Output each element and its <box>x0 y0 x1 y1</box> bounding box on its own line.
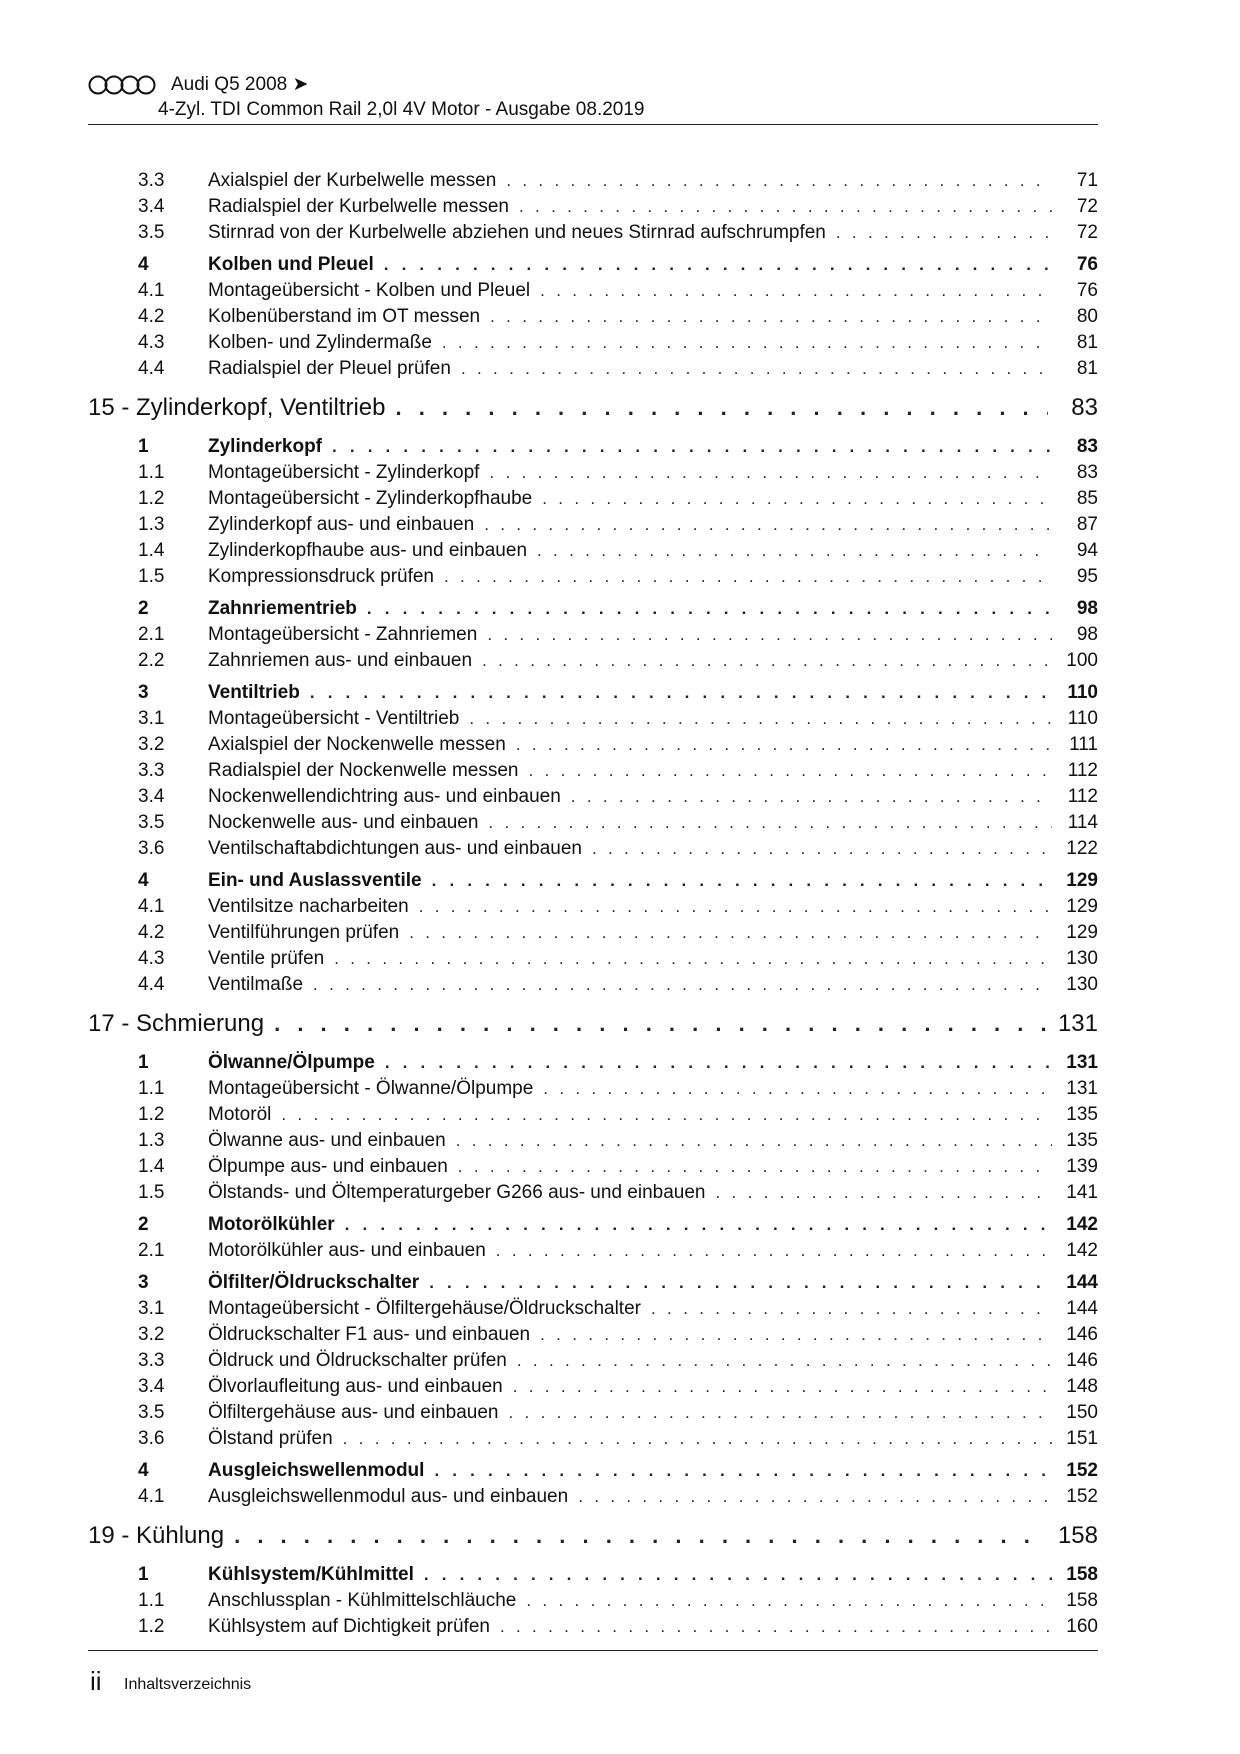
toc-entry-page: 98 <box>1076 598 1098 619</box>
toc-entry-number: 4.2 <box>138 922 165 943</box>
toc-entry-page: 98 <box>1076 624 1098 645</box>
toc-entry-page: 158 <box>1066 1564 1098 1585</box>
dot-leader <box>715 1183 1052 1203</box>
toc-entry-title: Montageübersicht - Kolben und Pleuel <box>208 280 531 301</box>
toc-item-entry[interactable] <box>88 922 1098 948</box>
toc-entry-title: Nockenwelle aus- und einbauen <box>208 812 479 833</box>
toc-entry-page: 71 <box>1076 170 1098 191</box>
toc-entry-title: Montageübersicht - Ölfiltergehäuse/Öldruckschalter <box>208 1298 641 1319</box>
toc-entry-title: Ventilmaße <box>208 974 304 995</box>
toc-section-entry[interactable] <box>88 254 1098 280</box>
toc-entry-title: Zylinderkopf aus- und einbauen <box>208 514 475 535</box>
toc-entry-title: Ölpumpe aus- und einbauen <box>208 1156 448 1177</box>
toc-entry-number: 1.2 <box>138 488 165 509</box>
toc-entry-number: 3.5 <box>138 222 165 243</box>
toc-entry-page: 131 <box>1066 1078 1098 1099</box>
dot-leader <box>367 599 1052 619</box>
toc-entry-title: Ventilführungen prüfen <box>208 922 400 943</box>
dot-leader <box>482 651 1052 671</box>
header-engine-subtitle: 4-Zyl. TDI Common Rail 2,0l 4V Motor - Ausgabe 08.2019 <box>158 99 645 120</box>
dot-leader <box>419 897 1052 917</box>
toc-entry-page: 144 <box>1066 1298 1098 1319</box>
toc-entry-title: Nockenwellendichtring aus- und einbauen <box>208 786 561 807</box>
dot-leader <box>526 1591 1052 1611</box>
toc-entry-title: Kühlsystem auf Dichtigkeit prüfen <box>208 1616 490 1637</box>
page-header <box>88 72 1098 124</box>
toc-item-entry[interactable] <box>88 1104 1098 1130</box>
toc-entry-number: 1.1 <box>138 462 165 483</box>
toc-entry-number: 4.1 <box>138 1486 165 1507</box>
toc-item-entry[interactable] <box>88 760 1098 786</box>
footer-divider <box>88 1650 1098 1651</box>
toc-entry-page: 83 <box>1076 462 1098 483</box>
toc-entry-page: 111 <box>1069 734 1098 755</box>
toc-entry-title: Ventile prüfen <box>208 948 325 969</box>
toc-entry-page: 135 <box>1066 1130 1098 1151</box>
toc-entry-page: 150 <box>1066 1402 1098 1423</box>
dot-leader <box>489 463 1052 483</box>
toc-entry-page: 129 <box>1066 870 1098 891</box>
toc-chapter-entry[interactable] <box>88 394 1098 430</box>
toc-entry-number: 1.5 <box>138 566 165 587</box>
toc-entry-number: 3.2 <box>138 734 165 755</box>
toc-entry-title: Radialspiel der Pleuel prüfen <box>208 358 451 379</box>
dot-leader <box>345 1215 1052 1235</box>
toc-entry-number: 1.1 <box>138 1590 165 1611</box>
toc-item-entry[interactable] <box>88 650 1098 676</box>
toc-entry-number: 3.6 <box>138 838 165 859</box>
toc-entry-title: Kolben und Pleuel <box>208 254 374 275</box>
dot-leader <box>458 1157 1052 1177</box>
toc-entry-page: 130 <box>1066 974 1098 995</box>
toc-entry-title: Ventilschaftabdichtungen aus- und einbauen <box>208 838 582 859</box>
toc-chapter-entry[interactable] <box>88 1010 1098 1046</box>
dot-leader <box>517 1351 1052 1371</box>
toc-chapter-entry[interactable] <box>88 1522 1098 1558</box>
toc-entry-page: 110 <box>1067 708 1098 729</box>
toc-entry-page: 114 <box>1067 812 1098 833</box>
toc-entry-title: Montageübersicht - Zylinderkopf <box>208 462 480 483</box>
toc-entry-title: Ölwanne aus- und einbauen <box>208 1130 446 1151</box>
toc-entry-title: Ölfilter/Öldruckschalter <box>208 1272 420 1293</box>
dot-leader <box>429 1273 1052 1293</box>
toc-entry-page: 72 <box>1076 196 1098 217</box>
toc-entry-number: 4.1 <box>138 280 165 301</box>
toc-entry-number: 1 <box>138 436 149 457</box>
dot-leader <box>519 197 1052 217</box>
toc-item-entry[interactable] <box>88 948 1098 974</box>
toc-item-entry[interactable] <box>88 358 1098 384</box>
toc-entry-title: Axialspiel der Kurbelwelle messen <box>208 170 497 191</box>
toc-entry-number: 2.2 <box>138 650 165 671</box>
dot-leader <box>571 787 1052 807</box>
toc-item-entry[interactable] <box>88 1156 1098 1182</box>
toc-entry-number: 3 <box>138 1272 149 1293</box>
toc-item-entry[interactable] <box>88 812 1098 838</box>
dot-leader <box>592 839 1052 859</box>
dot-leader <box>456 1131 1052 1151</box>
dot-leader <box>496 1241 1052 1261</box>
toc-entry-number: 1.2 <box>138 1616 165 1637</box>
toc-entry-page: 148 <box>1066 1376 1098 1397</box>
toc-entry-page: 129 <box>1066 922 1098 943</box>
toc-entry-number: 4.3 <box>138 948 165 969</box>
toc-item-entry[interactable] <box>88 896 1098 922</box>
toc-entry-page: 146 <box>1066 1324 1098 1345</box>
toc-item-entry[interactable] <box>88 1324 1098 1350</box>
dot-leader <box>281 1105 1052 1125</box>
toc-entry-title: Kühlsystem/Kühlmittel <box>208 1564 414 1585</box>
toc-entry-page: 83 <box>1071 394 1098 421</box>
dot-leader <box>484 515 1052 535</box>
toc-entry-page: 129 <box>1066 896 1098 917</box>
toc-entry-number: 1.4 <box>138 540 165 561</box>
dot-leader <box>540 281 1052 301</box>
dot-leader <box>537 541 1052 561</box>
dot-leader <box>578 1487 1052 1507</box>
toc-entry-page: 158 <box>1057 1522 1098 1549</box>
toc-item-entry[interactable] <box>88 1130 1098 1156</box>
dot-leader <box>310 683 1052 703</box>
footer-section-label: Inhaltsverzeichnis <box>124 1676 252 1693</box>
toc-entry-title: Kolben- und Zylindermaße <box>208 332 432 353</box>
toc-item-entry[interactable] <box>88 514 1098 540</box>
toc-item-entry[interactable] <box>88 222 1098 248</box>
toc-item-entry[interactable] <box>88 624 1098 650</box>
toc-entry-title: Zahnriemen aus- und einbauen <box>208 650 473 671</box>
toc-entry-page: 112 <box>1067 786 1098 807</box>
dot-leader <box>543 1079 1052 1099</box>
dot-leader <box>500 1617 1052 1637</box>
dot-leader <box>385 1053 1052 1073</box>
toc-entry-title: 17 - Schmierung <box>88 1010 265 1037</box>
toc-entry-page: 95 <box>1076 566 1098 587</box>
footer-page-number: ii <box>90 1666 102 1696</box>
toc-entry-title: Kolbenüberstand im OT messen <box>208 306 481 327</box>
dot-leader <box>513 1377 1052 1397</box>
toc-entry-title: Motorölkühler <box>208 1214 335 1235</box>
toc-entry-page: 151 <box>1066 1428 1098 1449</box>
dot-leader <box>516 735 1052 755</box>
toc-entry-number: 4 <box>138 254 149 275</box>
toc-entry-title: Montageübersicht - Zahnriemen <box>208 624 478 645</box>
toc-entry-title: Ein- und Auslassventile <box>208 870 422 891</box>
dot-leader <box>442 333 1052 353</box>
toc-entry-page: 85 <box>1076 488 1098 509</box>
toc-entry-number: 1.1 <box>138 1078 165 1099</box>
toc-entry-number: 3.1 <box>138 708 165 729</box>
dot-leader <box>424 1565 1052 1585</box>
toc-entry-title: Ventilsitze nacharbeiten <box>208 896 409 917</box>
toc-entry-number: 1.5 <box>138 1182 165 1203</box>
dot-leader <box>490 307 1052 327</box>
toc-entry-page: 144 <box>1066 1272 1098 1293</box>
dot-leader <box>444 567 1052 587</box>
toc-entry-number: 3 <box>138 682 149 703</box>
toc-section-entry[interactable] <box>88 682 1098 708</box>
toc-entry-page: 152 <box>1066 1486 1098 1507</box>
toc-entry-number: 1 <box>138 1564 149 1585</box>
toc-entry-title: Anschlussplan - Kühlmittelschläuche <box>208 1590 517 1611</box>
dot-leader <box>469 709 1052 729</box>
toc-entry-page: 135 <box>1066 1104 1098 1125</box>
toc-entry-page: 81 <box>1076 332 1098 353</box>
toc-entry-number: 3.2 <box>138 1324 165 1345</box>
toc-entry-page: 110 <box>1067 682 1098 703</box>
toc-entry-page: 83 <box>1076 436 1098 457</box>
toc-item-entry[interactable] <box>88 974 1098 1000</box>
toc-item-entry[interactable] <box>88 1590 1098 1616</box>
toc-entry-number: 3.5 <box>138 812 165 833</box>
toc-entry-number: 2.1 <box>138 624 165 645</box>
toc-entry-page: 152 <box>1066 1460 1098 1481</box>
toc-item-entry[interactable] <box>88 1182 1098 1208</box>
toc-entry-number: 3.3 <box>138 760 165 781</box>
toc-item-entry[interactable] <box>88 170 1098 196</box>
toc-section-entry[interactable] <box>88 1272 1098 1298</box>
toc-entry-page: 139 <box>1066 1156 1098 1177</box>
toc-entry-number: 3.6 <box>138 1428 165 1449</box>
dot-leader <box>529 761 1053 781</box>
dot-leader <box>487 625 1052 645</box>
toc-entry-number: 3.4 <box>138 196 165 217</box>
toc-entry-number: 3.4 <box>138 1376 165 1397</box>
toc-entry-title: Ventiltrieb <box>208 682 300 703</box>
dot-leader <box>508 1403 1052 1423</box>
toc-entry-title: Zylinderkopfhaube aus- und einbauen <box>208 540 528 561</box>
toc-entry-page: 160 <box>1066 1616 1098 1637</box>
toc-entry-title: Motoröl <box>208 1104 272 1125</box>
toc-entry-title: Ölvorlaufleitung aus- und einbauen <box>208 1376 503 1397</box>
dot-leader <box>651 1299 1052 1319</box>
toc-entry-number: 4.4 <box>138 974 165 995</box>
toc-item-entry[interactable] <box>88 1298 1098 1324</box>
toc-entry-title: Montageübersicht - Ventiltrieb <box>208 708 460 729</box>
toc-entry-page: 122 <box>1066 838 1098 859</box>
dot-leader <box>432 871 1052 891</box>
toc-item-entry[interactable] <box>88 332 1098 358</box>
toc-section-entry[interactable] <box>88 598 1098 624</box>
toc-item-entry[interactable] <box>88 280 1098 306</box>
toc-entry-number: 4.1 <box>138 896 165 917</box>
toc-entry-title: Axialspiel der Nockenwelle messen <box>208 734 506 755</box>
toc-item-entry[interactable] <box>88 1376 1098 1402</box>
toc-item-entry[interactable] <box>88 1402 1098 1428</box>
toc-entry-title: Radialspiel der Nockenwelle messen <box>208 760 519 781</box>
toc-entry-title: Ausgleichswellenmodul <box>208 1460 425 1481</box>
toc-item-entry[interactable] <box>88 1350 1098 1376</box>
toc-section-entry[interactable] <box>88 436 1098 462</box>
toc-entry-number: 4.4 <box>138 358 165 379</box>
toc-entry-title: Ölfiltergehäuse aus- und einbauen <box>208 1402 499 1423</box>
toc-section-entry[interactable] <box>88 870 1098 896</box>
toc-entry-title: Ausgleichswellenmodul aus- und einbauen <box>208 1486 569 1507</box>
toc-entry-title: Zylinderkopf <box>208 436 323 457</box>
toc-entry-number: 4 <box>138 870 149 891</box>
toc-entry-page: 130 <box>1066 948 1098 969</box>
toc-section-entry[interactable] <box>88 1214 1098 1240</box>
toc-entry-page: 142 <box>1066 1214 1098 1235</box>
dot-leader <box>434 1461 1052 1481</box>
header-vehicle-title: Audi Q5 2008 ➤ <box>171 74 309 95</box>
toc-entry-page: 81 <box>1076 358 1098 379</box>
toc-entry-title: 15 - Zylinderkopf, Ventiltrieb <box>88 394 386 421</box>
toc-entry-title: Montageübersicht - Ölwanne/Ölpumpe <box>208 1078 534 1099</box>
toc-entry-number: 2 <box>138 1214 149 1235</box>
toc-item-entry[interactable] <box>88 566 1098 592</box>
toc-entry-title: Stirnrad von der Kurbelwelle abziehen und neues Stirnrad aufschrumpfen <box>208 222 826 243</box>
toc-entry-number: 3.5 <box>138 1402 165 1423</box>
toc-section-entry[interactable] <box>88 1564 1098 1590</box>
toc-entry-title: Motorölkühler aus- und einbauen <box>208 1240 486 1261</box>
toc-entry-page: 76 <box>1076 280 1098 301</box>
toc-entry-title: Ölstand prüfen <box>208 1428 333 1449</box>
dot-leader <box>334 949 1052 969</box>
toc-item-entry[interactable] <box>88 1616 1098 1642</box>
toc-item-entry[interactable] <box>88 838 1098 864</box>
toc-entry-number: 1.3 <box>138 514 165 535</box>
toc-entry-number: 3.1 <box>138 1298 165 1319</box>
toc-entry-page: 94 <box>1076 540 1098 561</box>
toc-entry-number: 4.3 <box>138 332 165 353</box>
dot-leader <box>461 359 1052 379</box>
toc-item-entry[interactable] <box>88 488 1098 514</box>
dot-leader <box>540 1325 1052 1345</box>
toc-entry-title: Montageübersicht - Zylinderkopfhaube <box>208 488 533 509</box>
toc-entry-number: 2.1 <box>138 1240 165 1261</box>
dot-leader <box>332 437 1052 457</box>
dot-leader <box>488 813 1052 833</box>
toc-entry-title: 19 - Kühlung <box>88 1522 225 1549</box>
toc-entry-number: 1.4 <box>138 1156 165 1177</box>
toc-section-entry[interactable] <box>88 1052 1098 1078</box>
toc-entry-number: 3.3 <box>138 170 165 191</box>
toc-entry-number: 1.2 <box>138 1104 165 1125</box>
toc-entry-number: 3.3 <box>138 1350 165 1371</box>
toc-entry-page: 100 <box>1066 650 1098 671</box>
toc-entry-page: 131 <box>1066 1052 1098 1073</box>
dot-leader <box>542 489 1052 509</box>
toc-item-entry[interactable] <box>88 708 1098 734</box>
toc-entry-page: 146 <box>1066 1350 1098 1371</box>
toc-entry-number: 3.4 <box>138 786 165 807</box>
dot-leader <box>313 975 1052 995</box>
toc-entry-page: 72 <box>1076 222 1098 243</box>
dot-leader <box>343 1429 1052 1449</box>
dot-leader <box>274 1011 1048 1037</box>
dot-leader <box>836 223 1052 243</box>
toc-item-entry[interactable] <box>88 734 1098 760</box>
toc-item-entry[interactable] <box>88 196 1098 222</box>
toc-entry-page: 76 <box>1076 254 1098 275</box>
table-of-contents <box>88 170 1098 1642</box>
toc-entry-title: Öldruckschalter F1 aus- und einbauen <box>208 1324 531 1345</box>
dot-leader <box>384 255 1052 275</box>
toc-entry-page: 142 <box>1066 1240 1098 1261</box>
toc-entry-title: Zahnriementrieb <box>208 598 357 619</box>
toc-entry-title: Radialspiel der Kurbelwelle messen <box>208 196 509 217</box>
toc-entry-title: Ölstands- und Öltemperaturgeber G266 aus- und einbauen <box>208 1182 706 1203</box>
dot-leader <box>395 395 1048 421</box>
header-divider <box>88 124 1098 125</box>
dot-leader <box>506 171 1052 191</box>
toc-item-entry[interactable] <box>88 1486 1098 1512</box>
toc-entry-number: 4 <box>138 1460 149 1481</box>
toc-item-entry[interactable] <box>88 1428 1098 1454</box>
toc-entry-number: 2 <box>138 598 149 619</box>
toc-entry-title: Ölwanne/Ölpumpe <box>208 1052 375 1073</box>
dot-leader <box>409 923 1052 943</box>
toc-entry-title: Kompressionsdruck prüfen <box>208 566 434 587</box>
toc-entry-page: 80 <box>1076 306 1098 327</box>
toc-entry-page: 112 <box>1067 760 1098 781</box>
toc-entry-number: 4.2 <box>138 306 165 327</box>
audi-rings-logo <box>88 74 156 96</box>
toc-item-entry[interactable] <box>88 306 1098 332</box>
toc-item-entry[interactable] <box>88 540 1098 566</box>
toc-item-entry[interactable] <box>88 786 1098 812</box>
toc-entry-number: 1 <box>138 1052 149 1073</box>
dot-leader <box>234 1523 1048 1549</box>
toc-entry-number: 1.3 <box>138 1130 165 1151</box>
toc-entry-page: 87 <box>1076 514 1098 535</box>
toc-entry-title: Öldruck und Öldruckschalter prüfen <box>208 1350 507 1371</box>
toc-item-entry[interactable] <box>88 1240 1098 1266</box>
toc-entry-page: 141 <box>1066 1182 1098 1203</box>
toc-item-entry[interactable] <box>88 462 1098 488</box>
toc-entry-page: 158 <box>1066 1590 1098 1611</box>
toc-item-entry[interactable] <box>88 1078 1098 1104</box>
toc-entry-page: 131 <box>1057 1010 1098 1037</box>
toc-section-entry[interactable] <box>88 1460 1098 1486</box>
